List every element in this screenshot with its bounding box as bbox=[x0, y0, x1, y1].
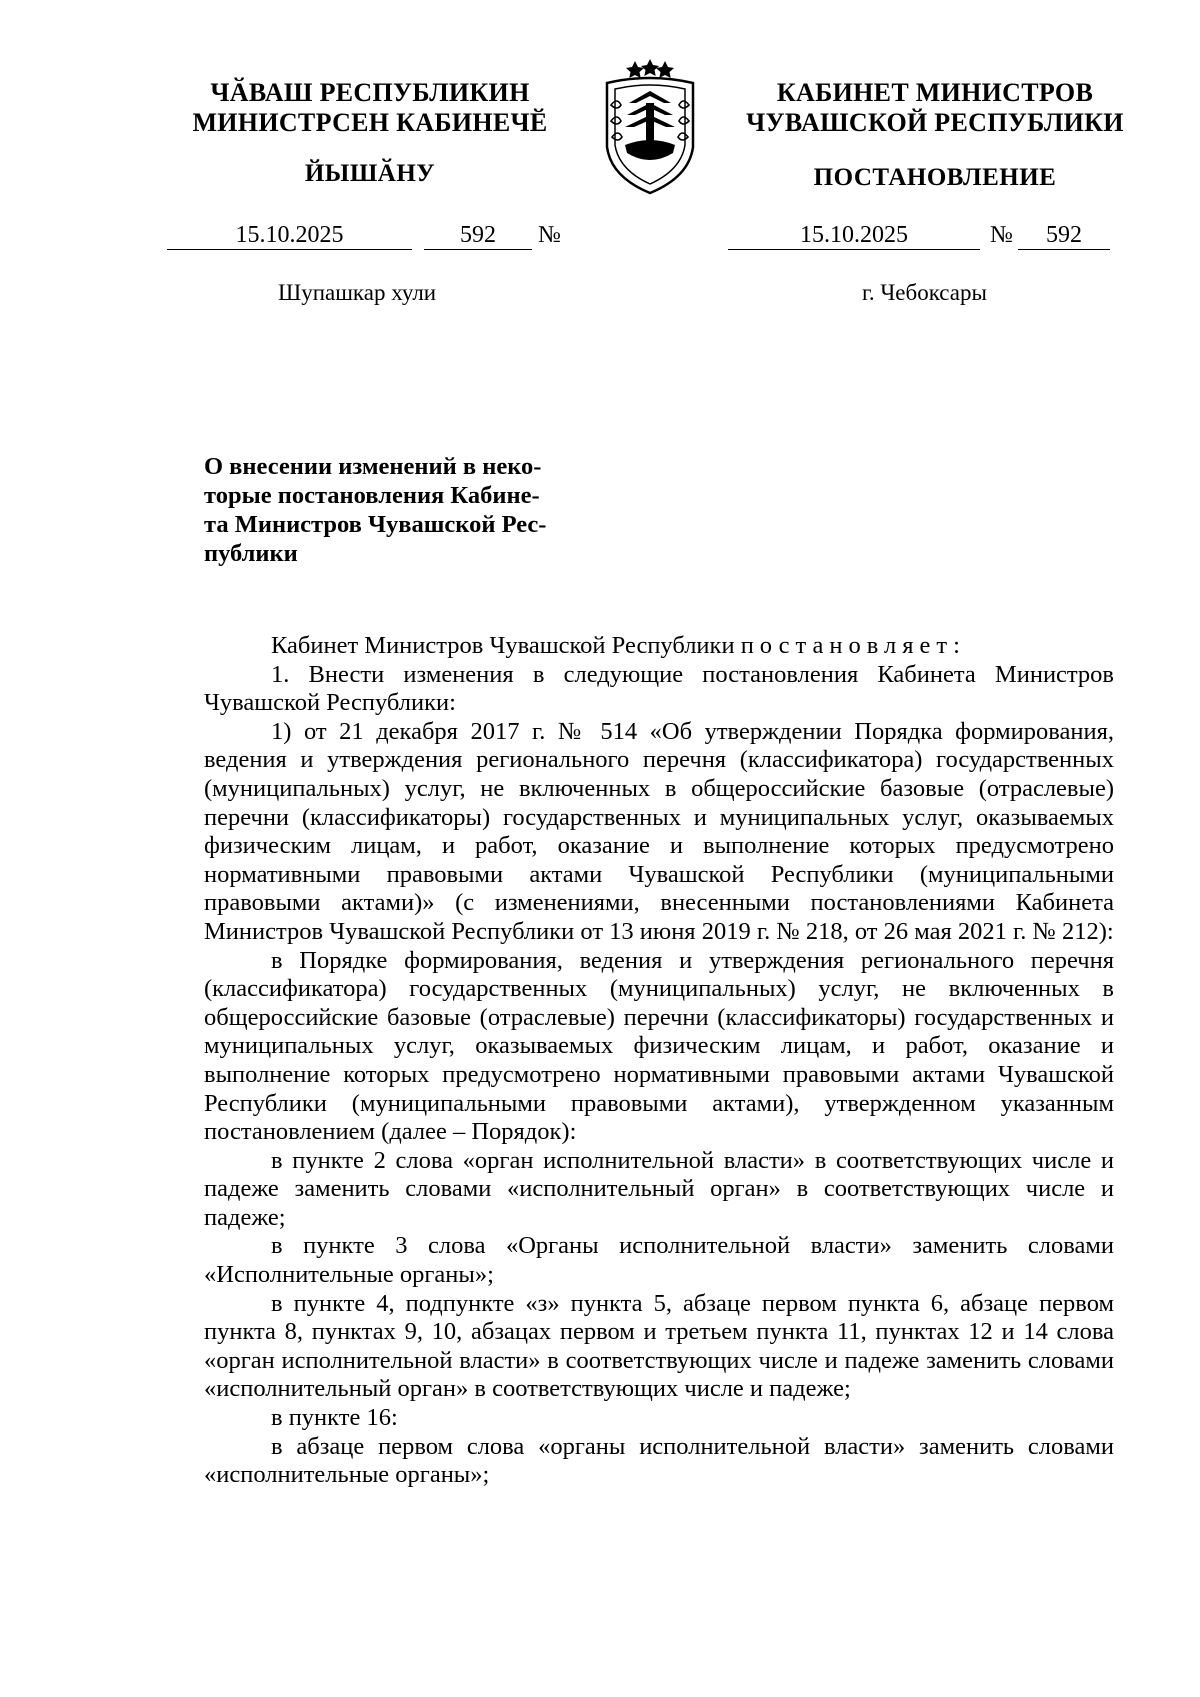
right-date-field: 15.10.2025 bbox=[728, 222, 980, 250]
header-right-russian bbox=[715, 78, 1155, 138]
header-left-line-2: МИНИСТРСЕН КАБИНЕЧӖ bbox=[192, 108, 548, 137]
title-line-1: О внесении изменений в неко- bbox=[204, 453, 542, 480]
coat-of-arms-emblem bbox=[585, 55, 715, 200]
preamble-lead: Кабинет Министров Чувашской Республики bbox=[271, 632, 735, 659]
doc-type-chuvash: ЙЫШӐНУ bbox=[304, 160, 436, 187]
preamble-paragraph bbox=[204, 632, 1114, 661]
document-body bbox=[204, 632, 1114, 1490]
left-number-sign: № bbox=[538, 222, 561, 248]
header-left-chuvash bbox=[165, 78, 575, 138]
title-line-3: та Министров Чувашской Рес- bbox=[204, 511, 547, 538]
left-number-field: 592 bbox=[424, 222, 532, 250]
paragraph-5: в пункте 3 слова «Органы исполнительной власти» заменить словами «Исполнительные органы»; bbox=[204, 1232, 1114, 1289]
title-line-4: публики bbox=[204, 540, 298, 567]
paragraph-3: в Порядке формирования, ведения и утверждения регионального перечня (классификатора) государственных (муниципальных) услуг, не включенных в общероссийские базовые (отраслевые) перечни (классификаторы) государственных и муниципальных услуг, оказываемых физическим лицам, и работ, оказание и выполнение которых предусмотрено нормативными правовыми актами Чувашской Республики (муниципальными правовыми актами), утвержденном указанным постановлением (далее – Порядок): bbox=[204, 946, 1114, 1146]
right-number-sign: № bbox=[990, 222, 1013, 248]
header-right-line-1: КАБИНЕТ МИНИСТРОВ bbox=[776, 78, 1094, 107]
paragraph-6: в пункте 4, подпункте «з» пункта 5, абзаце первом пункта 6, абзаце первом пункта 8, пунктах 9, 10, абзацах первом и третьем пункта 11, пунктах 12 и 14 слова «орган исполнительной власти» в соответствующих числе и падеже заменить словами «исполнительный орган» в соответствующих числе и падеже; bbox=[204, 1289, 1114, 1403]
right-number-field: 592 bbox=[1018, 222, 1110, 250]
title-line-2: торые постановления Кабине- bbox=[204, 482, 540, 509]
header-left-line-1: ЧӐВАШ РЕСПУБЛИКИН bbox=[210, 78, 530, 107]
paragraph-1: 1. Внести изменения в следующие постановления Кабинета Министров Чувашской Республики: bbox=[204, 660, 1114, 717]
paragraph-4: в пункте 2 слова «орган исполнительной власти» в соответствующих числе и падеже заменить словами «исполнительный орган» в соответствующих числе и падеже; bbox=[204, 1146, 1114, 1231]
paragraph-8: в абзаце первом слова «органы исполнительной власти» заменить словами «исполнительные органы»; bbox=[204, 1432, 1114, 1489]
left-place: Шупашкар хули bbox=[278, 280, 437, 305]
paragraph-7: в пункте 16: bbox=[271, 1404, 398, 1432]
left-date-field: 15.10.2025 bbox=[167, 222, 412, 250]
doc-type-russian: ПОСТАНОВЛЕНИЕ bbox=[813, 164, 1057, 191]
paragraph-2: 1) от 21 декабря 2017 г. № 514 «Об утверждении Порядка формирования, ведения и утверждения регионального перечня (классификатора) государственных (муниципальных) услуг, не включенных в общероссийские базовые (отраслевые) перечни (классификаторы) государственных и муниципальных услуг, оказываемых физическим лицам, и работ, оказание и выполнение которых предусмотрено нормативными правовыми актами Чувашской Республики (муниципальными правовыми актами)» (с изменениями, внесенными постановлениями Кабинета Министров Чувашской Республики от 13 июня 2019 г. № 218, от 26 мая 2021 г. № 212): bbox=[204, 717, 1114, 945]
document-title bbox=[204, 452, 584, 568]
emblem-stars bbox=[626, 59, 674, 78]
header-right-line-2: ЧУВАШСКОЙ РЕСПУБЛИКИ bbox=[746, 108, 1124, 137]
preamble-verb: постановляет: bbox=[740, 632, 966, 659]
right-place: г. Чебоксары bbox=[862, 280, 987, 305]
